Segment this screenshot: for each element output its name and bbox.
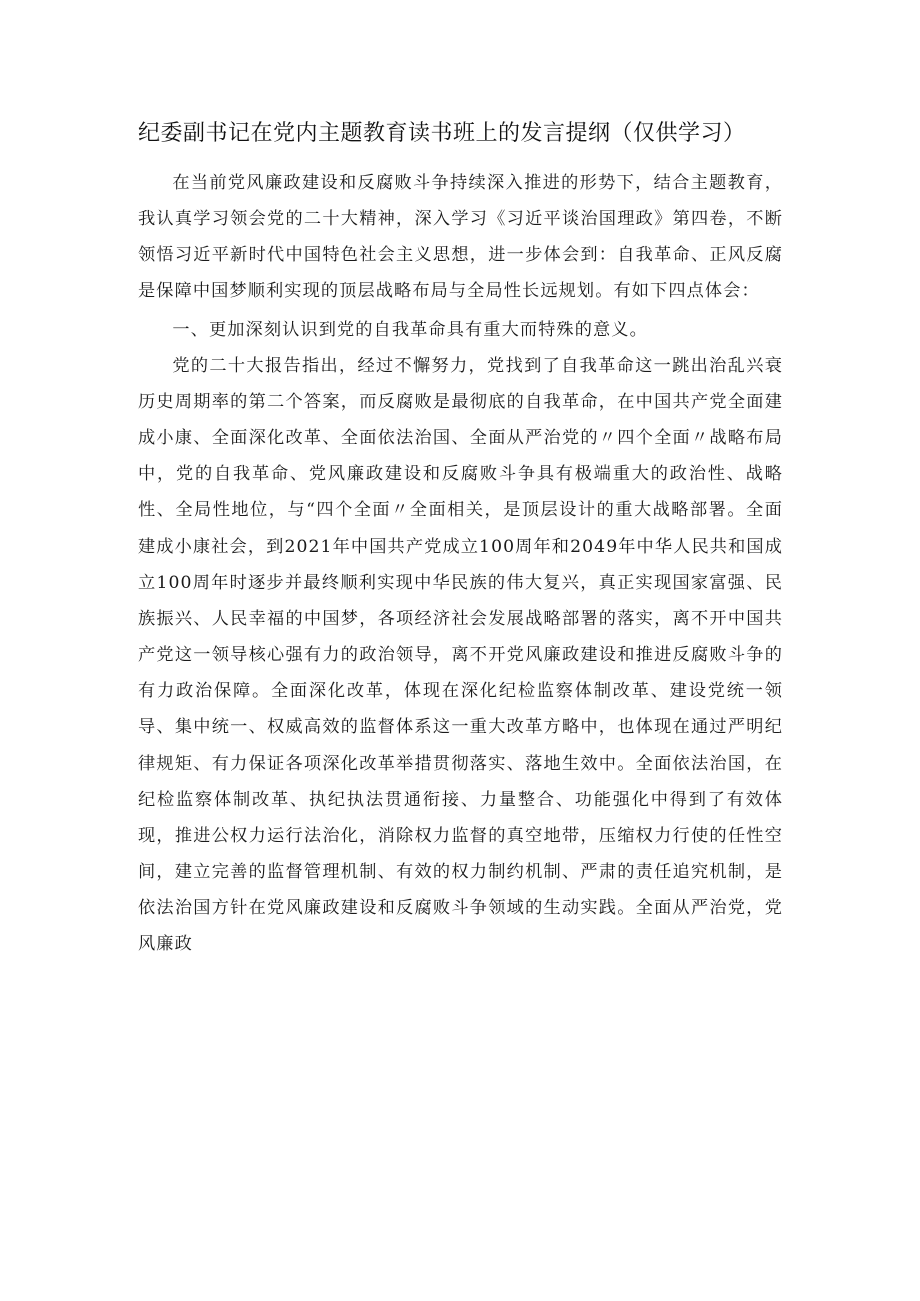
document-body [138,165,783,962]
section-1-paragraph: 党的二十大报告指出，经过不懈努力，党找到了自我革命这一跳出治乱兴衰历史周期率的第二个答案，而反腐败是最彻底的自我革命，在中国共产党全面建成小康、全面深化改革、全面依法治国、全面从严治党的〃四个全面〃战略布局中，党的自我革命、党风廉政建设和反腐败斗争具有极端重大的政治性、战略性、全局性地位，与“四个全面〃全面相关，是顶层设计的重大战略部署。全面建成小康社会，到2021年中国共产党成立100周年和2049年中华人民共和国成立100周年时逐步并最终顺利实现中华民族的伟大复兴，真正实现国家富强、民族振兴、人民幸福的中国梦，各项经济社会发展战略部署的落实，离不开中国共产党这一领导核心强有力的政治领导，离不开党风廉政建设和推进反腐败斗争的有力政治保障。全面深化改革，体现在深化纪检监察体制改革、建设党统一领导、集中统一、权威高效的监督体系这一重大改革方略中，也体现在通过严明纪律规矩、有力保证各项深化改革举措贯彻落实、落地生效中。全面依法治国，在纪检监察体制改革、执纪执法贯通衔接、力量整合、功能强化中得到了有效体现，推进公权力运行法治化，消除权力监督的真空地带，压缩权力行使的任性空间，建立完善的监督管理机制、有效的权力制约机制、严肃的责任追究机制，是依法治国方针在党风廉政建设和反腐败斗争领域的生动实践。全面从严治党，党风廉政 [138,355,783,955]
intro-paragraph: 在当前党风廉政建设和反腐败斗争持续深入推进的形势下，结合主题教育，我认真学习领会党的二十大精神，深入学习《习近平谈治国理政》第四卷，不断领悟习近平新时代中国特色社会主义思想，进一步体会到：自我革命、正风反腐是保障中国梦顺利实现的顶层战略布局与全局性长远规划。有如下四点体会： [138,173,783,302]
document-title: 纪委副书记在党内主题教育读书班上的发言提纲（仅供学习） [138,121,746,146]
section-heading-1: 一、更加深刻认识到党的自我革命具有重大而特殊的意义。 [172,319,648,340]
